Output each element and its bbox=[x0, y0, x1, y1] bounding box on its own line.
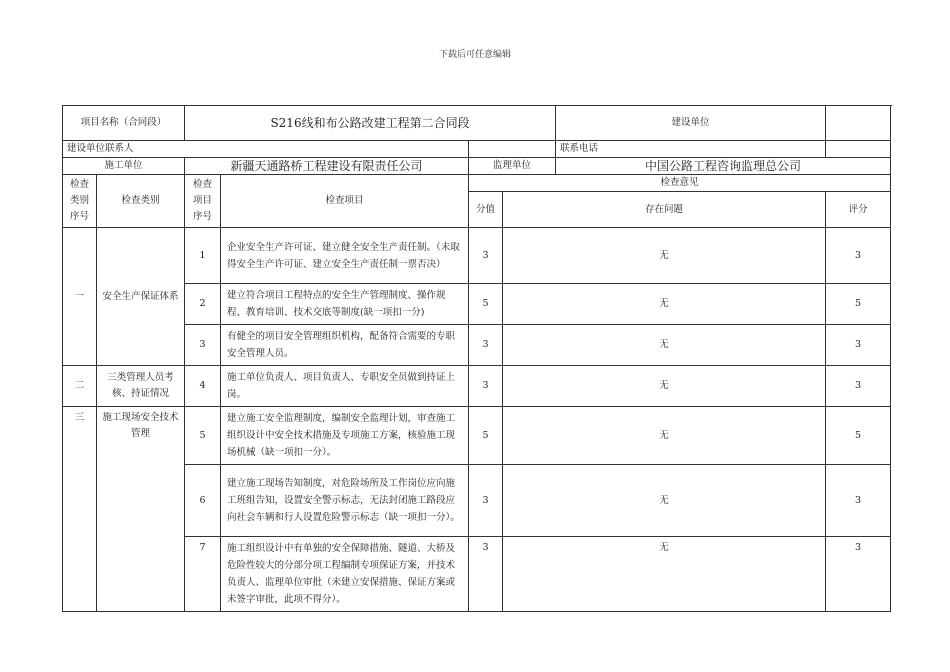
item-rating: 3 bbox=[826, 366, 891, 407]
item-no: 7 bbox=[185, 537, 221, 612]
table-row bbox=[63, 325, 891, 366]
category-no: 二 bbox=[63, 366, 97, 407]
item-problem: 无 bbox=[503, 465, 826, 537]
item-problem: 无 bbox=[503, 284, 826, 325]
item-rating: 5 bbox=[826, 407, 891, 465]
phone-value bbox=[826, 141, 891, 158]
col-item: 检查项目 bbox=[221, 175, 469, 228]
item-problem: 无 bbox=[503, 537, 826, 612]
contact-row bbox=[63, 141, 891, 158]
project-name-value: S216线和布公路改建工程第二合同段 bbox=[185, 106, 556, 141]
item-text: 建立符合项目工程特点的安全生产管理制度、操作规程、教育培训、技术交底等制度(缺一项扣一分) bbox=[221, 284, 469, 325]
item-rating: 3 bbox=[826, 537, 891, 612]
item-problem: 无 bbox=[503, 407, 826, 465]
col-item-no: 检查项目序号 bbox=[185, 175, 221, 228]
category-name: 施工现场安全技术管理 bbox=[97, 407, 185, 612]
item-score: 3 bbox=[469, 366, 503, 407]
item-score: 3 bbox=[469, 465, 503, 537]
item-no: 3 bbox=[185, 325, 221, 366]
item-rating: 3 bbox=[826, 465, 891, 537]
item-text: 企业安全生产许可证、建立健全安全生产责任制。（未取得安全生产许可证、建立安全生产责任制一票否决） bbox=[221, 228, 469, 284]
owner-contact-value bbox=[469, 141, 556, 158]
table-row bbox=[63, 537, 891, 612]
item-score: 3 bbox=[469, 325, 503, 366]
item-no: 6 bbox=[185, 465, 221, 537]
item-no: 5 bbox=[185, 407, 221, 465]
phone-label: 联系电话 bbox=[556, 141, 826, 158]
supervisor-label: 监理单位 bbox=[469, 158, 556, 175]
col-rating: 评分 bbox=[826, 192, 891, 228]
col-category: 检查类别 bbox=[97, 175, 185, 228]
item-score: 3 bbox=[469, 228, 503, 284]
contractor-label: 施工单位 bbox=[63, 158, 185, 175]
category-no: 三 bbox=[63, 407, 97, 612]
header-note: 下载后可任意编辑 bbox=[438, 50, 511, 60]
owner-value bbox=[826, 106, 891, 141]
item-text: 施工组织设计中有单独的安全保障措施、隧道、大桥及危险性较大的分部分项工程编制专项保证方案，并技术负责人、监理单位审批（未建立安保措施、保证方案或未签字审批，此项不得分）。 bbox=[221, 537, 469, 612]
contractor-row bbox=[63, 158, 891, 175]
supervisor-value: 中国公路工程咨询监理总公司 bbox=[556, 158, 891, 175]
owner-contact-label: 建设单位联系人 bbox=[63, 141, 469, 158]
item-problem: 无 bbox=[503, 325, 826, 366]
table-row bbox=[63, 228, 891, 284]
table-row bbox=[63, 366, 891, 407]
item-rating: 3 bbox=[826, 325, 891, 366]
item-text: 施工单位负责人、项目负责人、专职安全员做到持证上岗。 bbox=[221, 366, 469, 407]
category-no: 一 bbox=[63, 228, 97, 366]
item-rating: 3 bbox=[826, 228, 891, 284]
table-row bbox=[63, 284, 891, 325]
item-text: 有健全的项目安全管理组织机构，配备符合需要的专职安全管理人员。 bbox=[221, 325, 469, 366]
item-text: 建立施工现场告知制度，对危险场所及工作岗位应向施工班组告知，设置安全警示标志，无法封闭施工路段应向社会车辆和行人设置危险警示标志（缺一项扣一分）。 bbox=[221, 465, 469, 537]
item-no: 4 bbox=[185, 366, 221, 407]
item-no: 1 bbox=[185, 228, 221, 284]
item-no: 2 bbox=[185, 284, 221, 325]
col-category-no: 检查类别序号 bbox=[63, 175, 97, 228]
item-text: 建立施工安全监理制度，编制安全监理计划，审查施工组织设计中安全技术措施及专项施工方案，核验施工现场机械（缺一项扣一分）。 bbox=[221, 407, 469, 465]
col-score: 分值 bbox=[469, 192, 503, 228]
project-name-label: 项目名称（合同段） bbox=[63, 106, 185, 141]
item-problem: 无 bbox=[503, 228, 826, 284]
col-problem: 存在问题 bbox=[503, 192, 826, 228]
item-score: 5 bbox=[469, 407, 503, 465]
item-rating: 5 bbox=[826, 284, 891, 325]
item-problem: 无 bbox=[503, 366, 826, 407]
col-opinion: 检查意见 bbox=[469, 175, 891, 192]
contractor-value: 新疆天通路桥工程建设有限责任公司 bbox=[185, 158, 469, 175]
item-score: 5 bbox=[469, 284, 503, 325]
item-score: 3 bbox=[469, 537, 503, 612]
table-row bbox=[63, 407, 891, 465]
table-row bbox=[63, 465, 891, 537]
safety-inspection-table bbox=[62, 105, 891, 612]
column-header-row-1 bbox=[63, 175, 891, 192]
category-name: 安全生产保证体系 bbox=[97, 228, 185, 366]
owner-label: 建设单位 bbox=[556, 106, 826, 141]
category-name: 三类管理人员考核、持证情况 bbox=[97, 366, 185, 407]
project-name-row bbox=[63, 106, 891, 141]
